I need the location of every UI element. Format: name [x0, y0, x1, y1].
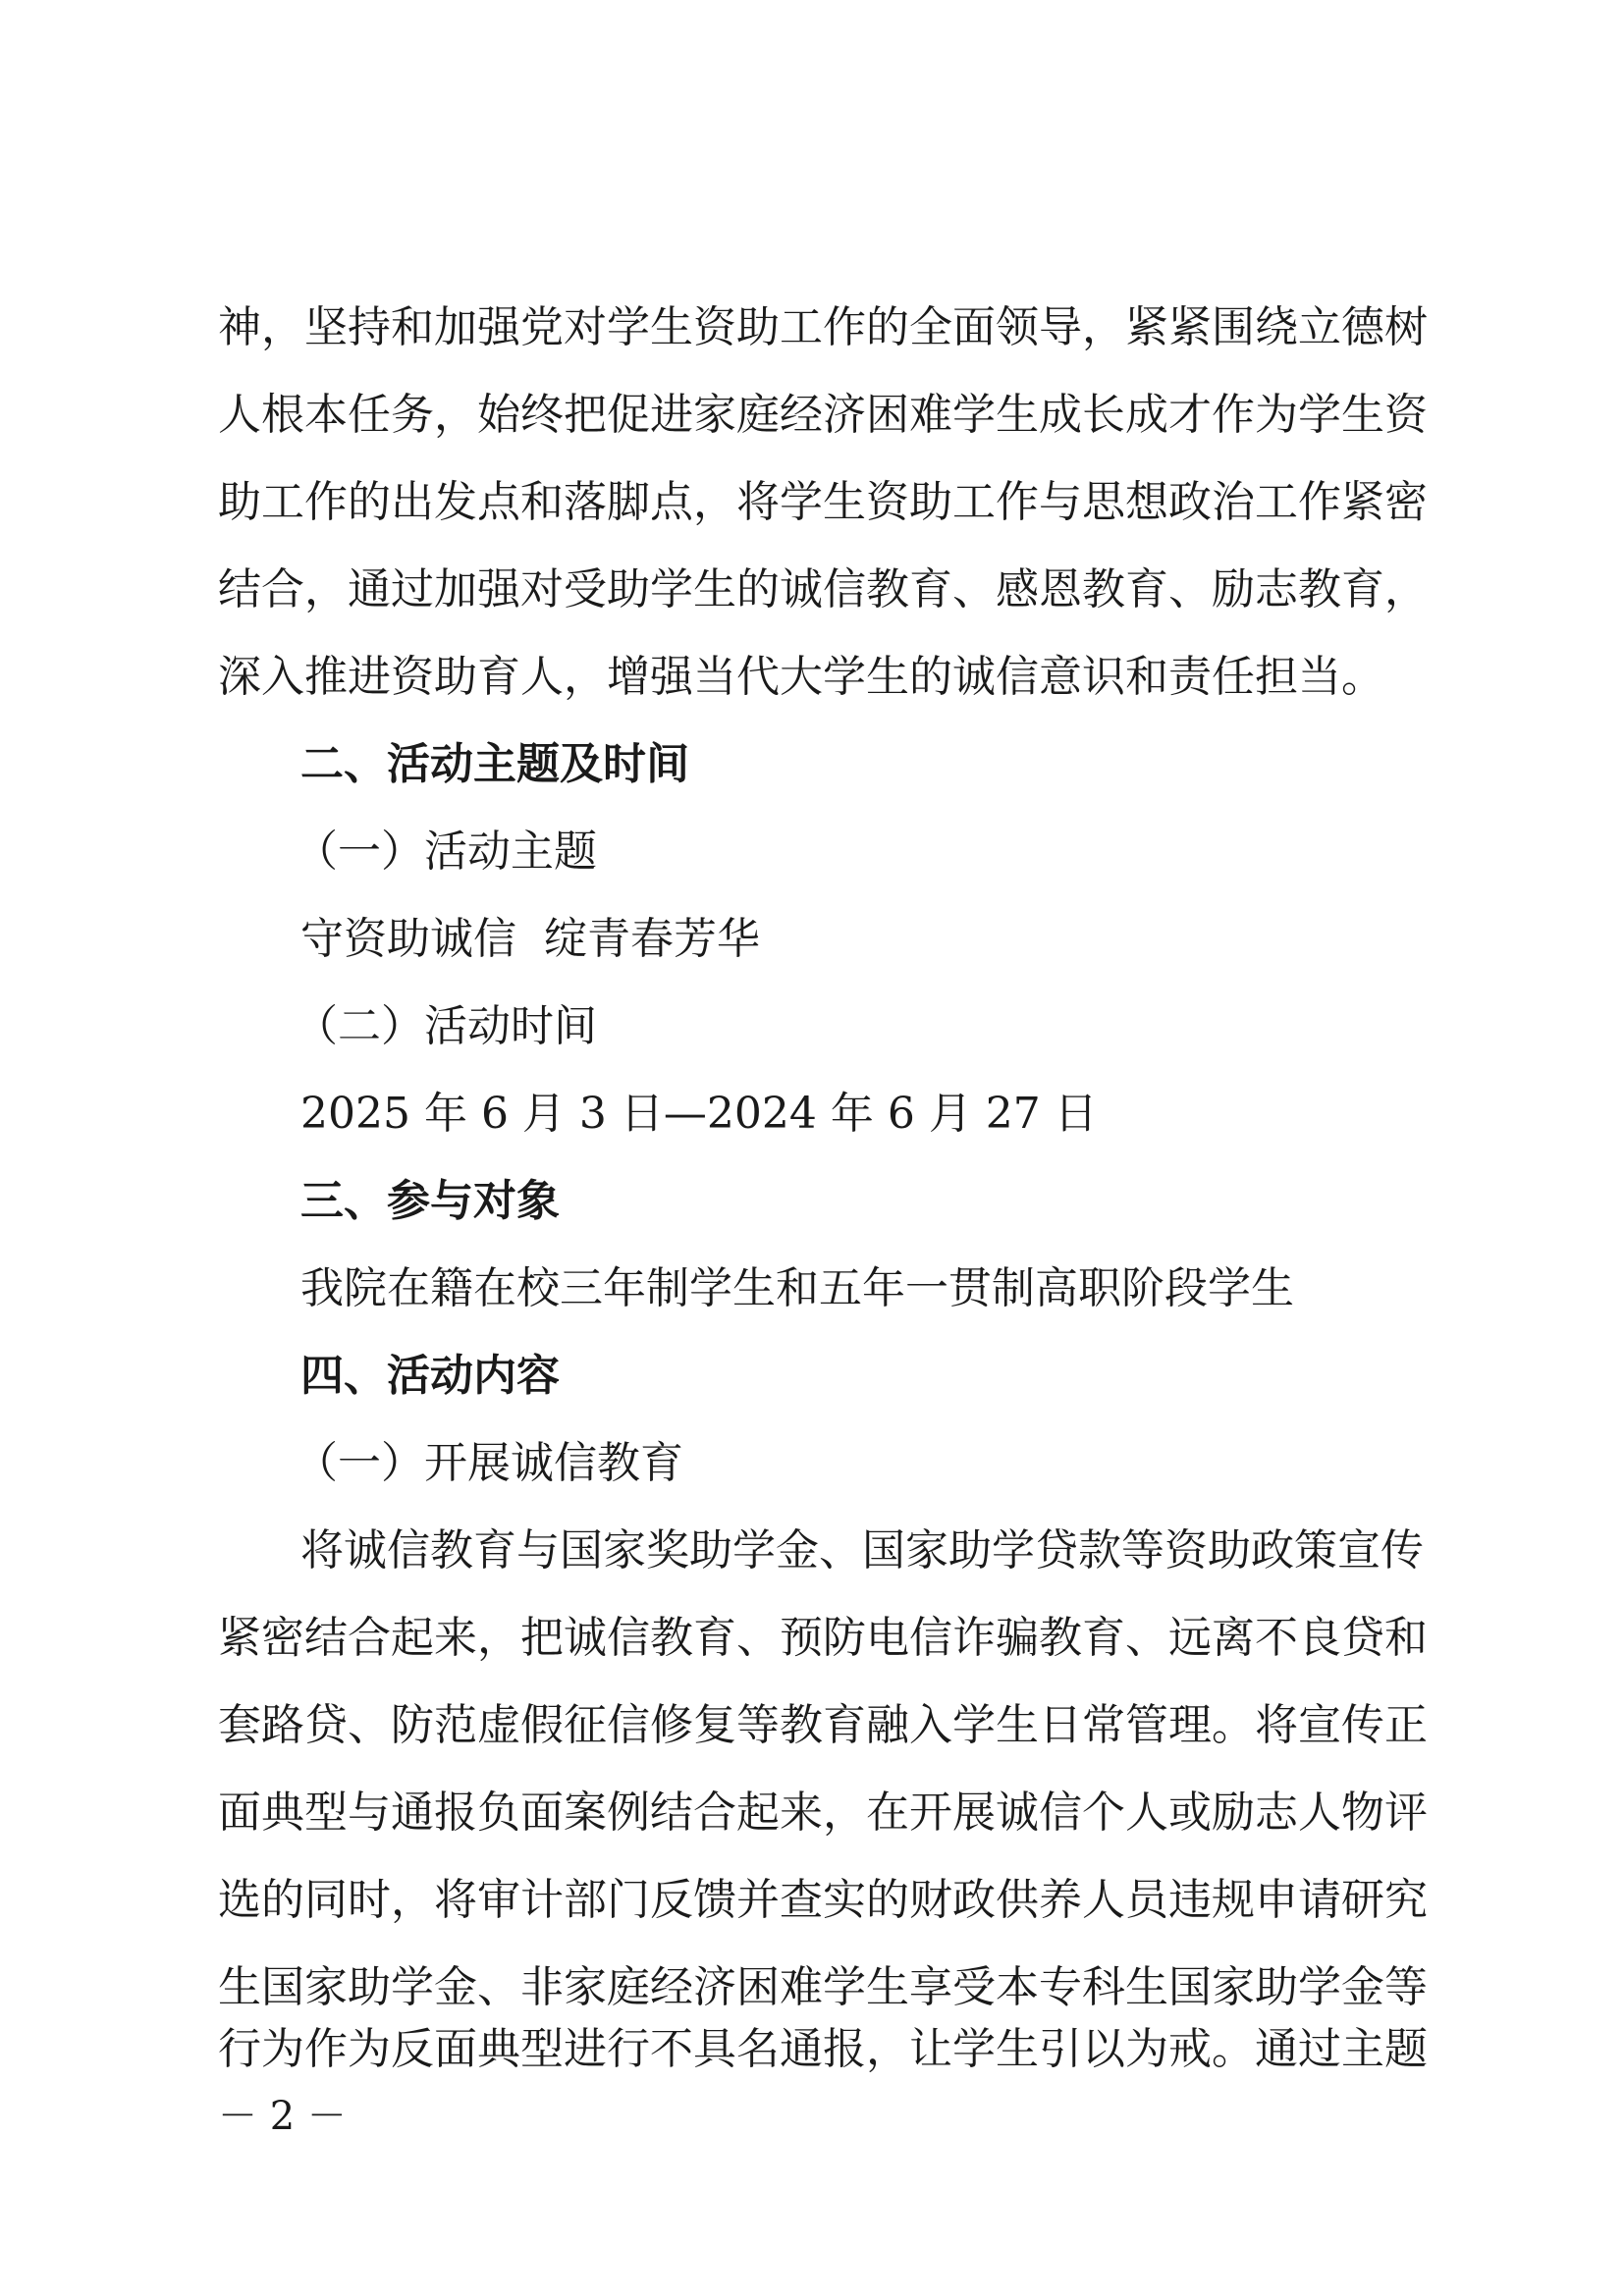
paragraph-2-line-6: 生国家助学金、非家庭经济困难学生享受本专科生国家助学金等: [218, 1962, 1428, 2012]
paragraph-2-line-3: 套路贷、防范虚假征信修复等教育融入学生日常管理。将宣传正: [218, 1700, 1428, 1750]
section-4-subheading-integrity: （一）开展诚信教育: [295, 1438, 683, 1488]
section-3-heading: 三、参与对象: [300, 1176, 560, 1226]
paragraph-1-line-4: 结合，通过加强对受助学生的诚信教育、感恩教育、励志教育，: [218, 564, 1428, 614]
paragraph-2-line-4: 面典型与通报负面案例结合起来，在开展诚信个人或励志人物评: [218, 1788, 1428, 1838]
page-number: － 2 －: [218, 2094, 347, 2139]
paragraph-1-line-5: 深入推进资助育人，增强当代大学生的诚信意识和责任担当。: [218, 652, 1384, 702]
paragraph-2-line-7: 行为作为反面典型进行不具名通报，让学生引以为戒。通过主题: [218, 2024, 1428, 2074]
paragraph-1-line-2: 人根本任务，始终把促进家庭经济困难学生成长成才作为学生资: [218, 390, 1428, 440]
paragraph-2-line-5: 选的同时，将审计部门反馈并查实的财政供养人员违规申请研究: [218, 1875, 1428, 1925]
section-4-heading: 四、活动内容: [300, 1351, 560, 1401]
section-2-subheading-theme: （一）活动主题: [295, 827, 597, 877]
paragraph-2-line-1: 将诚信教育与国家奖助学金、国家助学贷款等资助政策宣传: [300, 1525, 1424, 1575]
participants-text: 我院在籍在校三年制学生和五年一贯制高职阶段学生: [300, 1263, 1294, 1313]
section-2-heading: 二、活动主题及时间: [300, 739, 689, 789]
paragraph-2-line-2: 紧密结合起来，把诚信教育、预防电信诈骗教育、远离不良贷和: [218, 1613, 1428, 1663]
paragraph-1-line-1: 神，坚持和加强党对学生资助工作的全面领导，紧紧围绕立德树: [218, 302, 1428, 352]
time-text: 2025 年 6 月 3 日—2024 年 6 月 27 日: [300, 1089, 1098, 1139]
paragraph-1-line-3: 助工作的出发点和落脚点，将学生资助工作与思想政治工作紧密: [218, 477, 1428, 527]
section-2-subheading-time: （二）活动时间: [295, 1001, 597, 1051]
theme-text: 守资助诚信 绽青春芳华: [300, 914, 760, 964]
